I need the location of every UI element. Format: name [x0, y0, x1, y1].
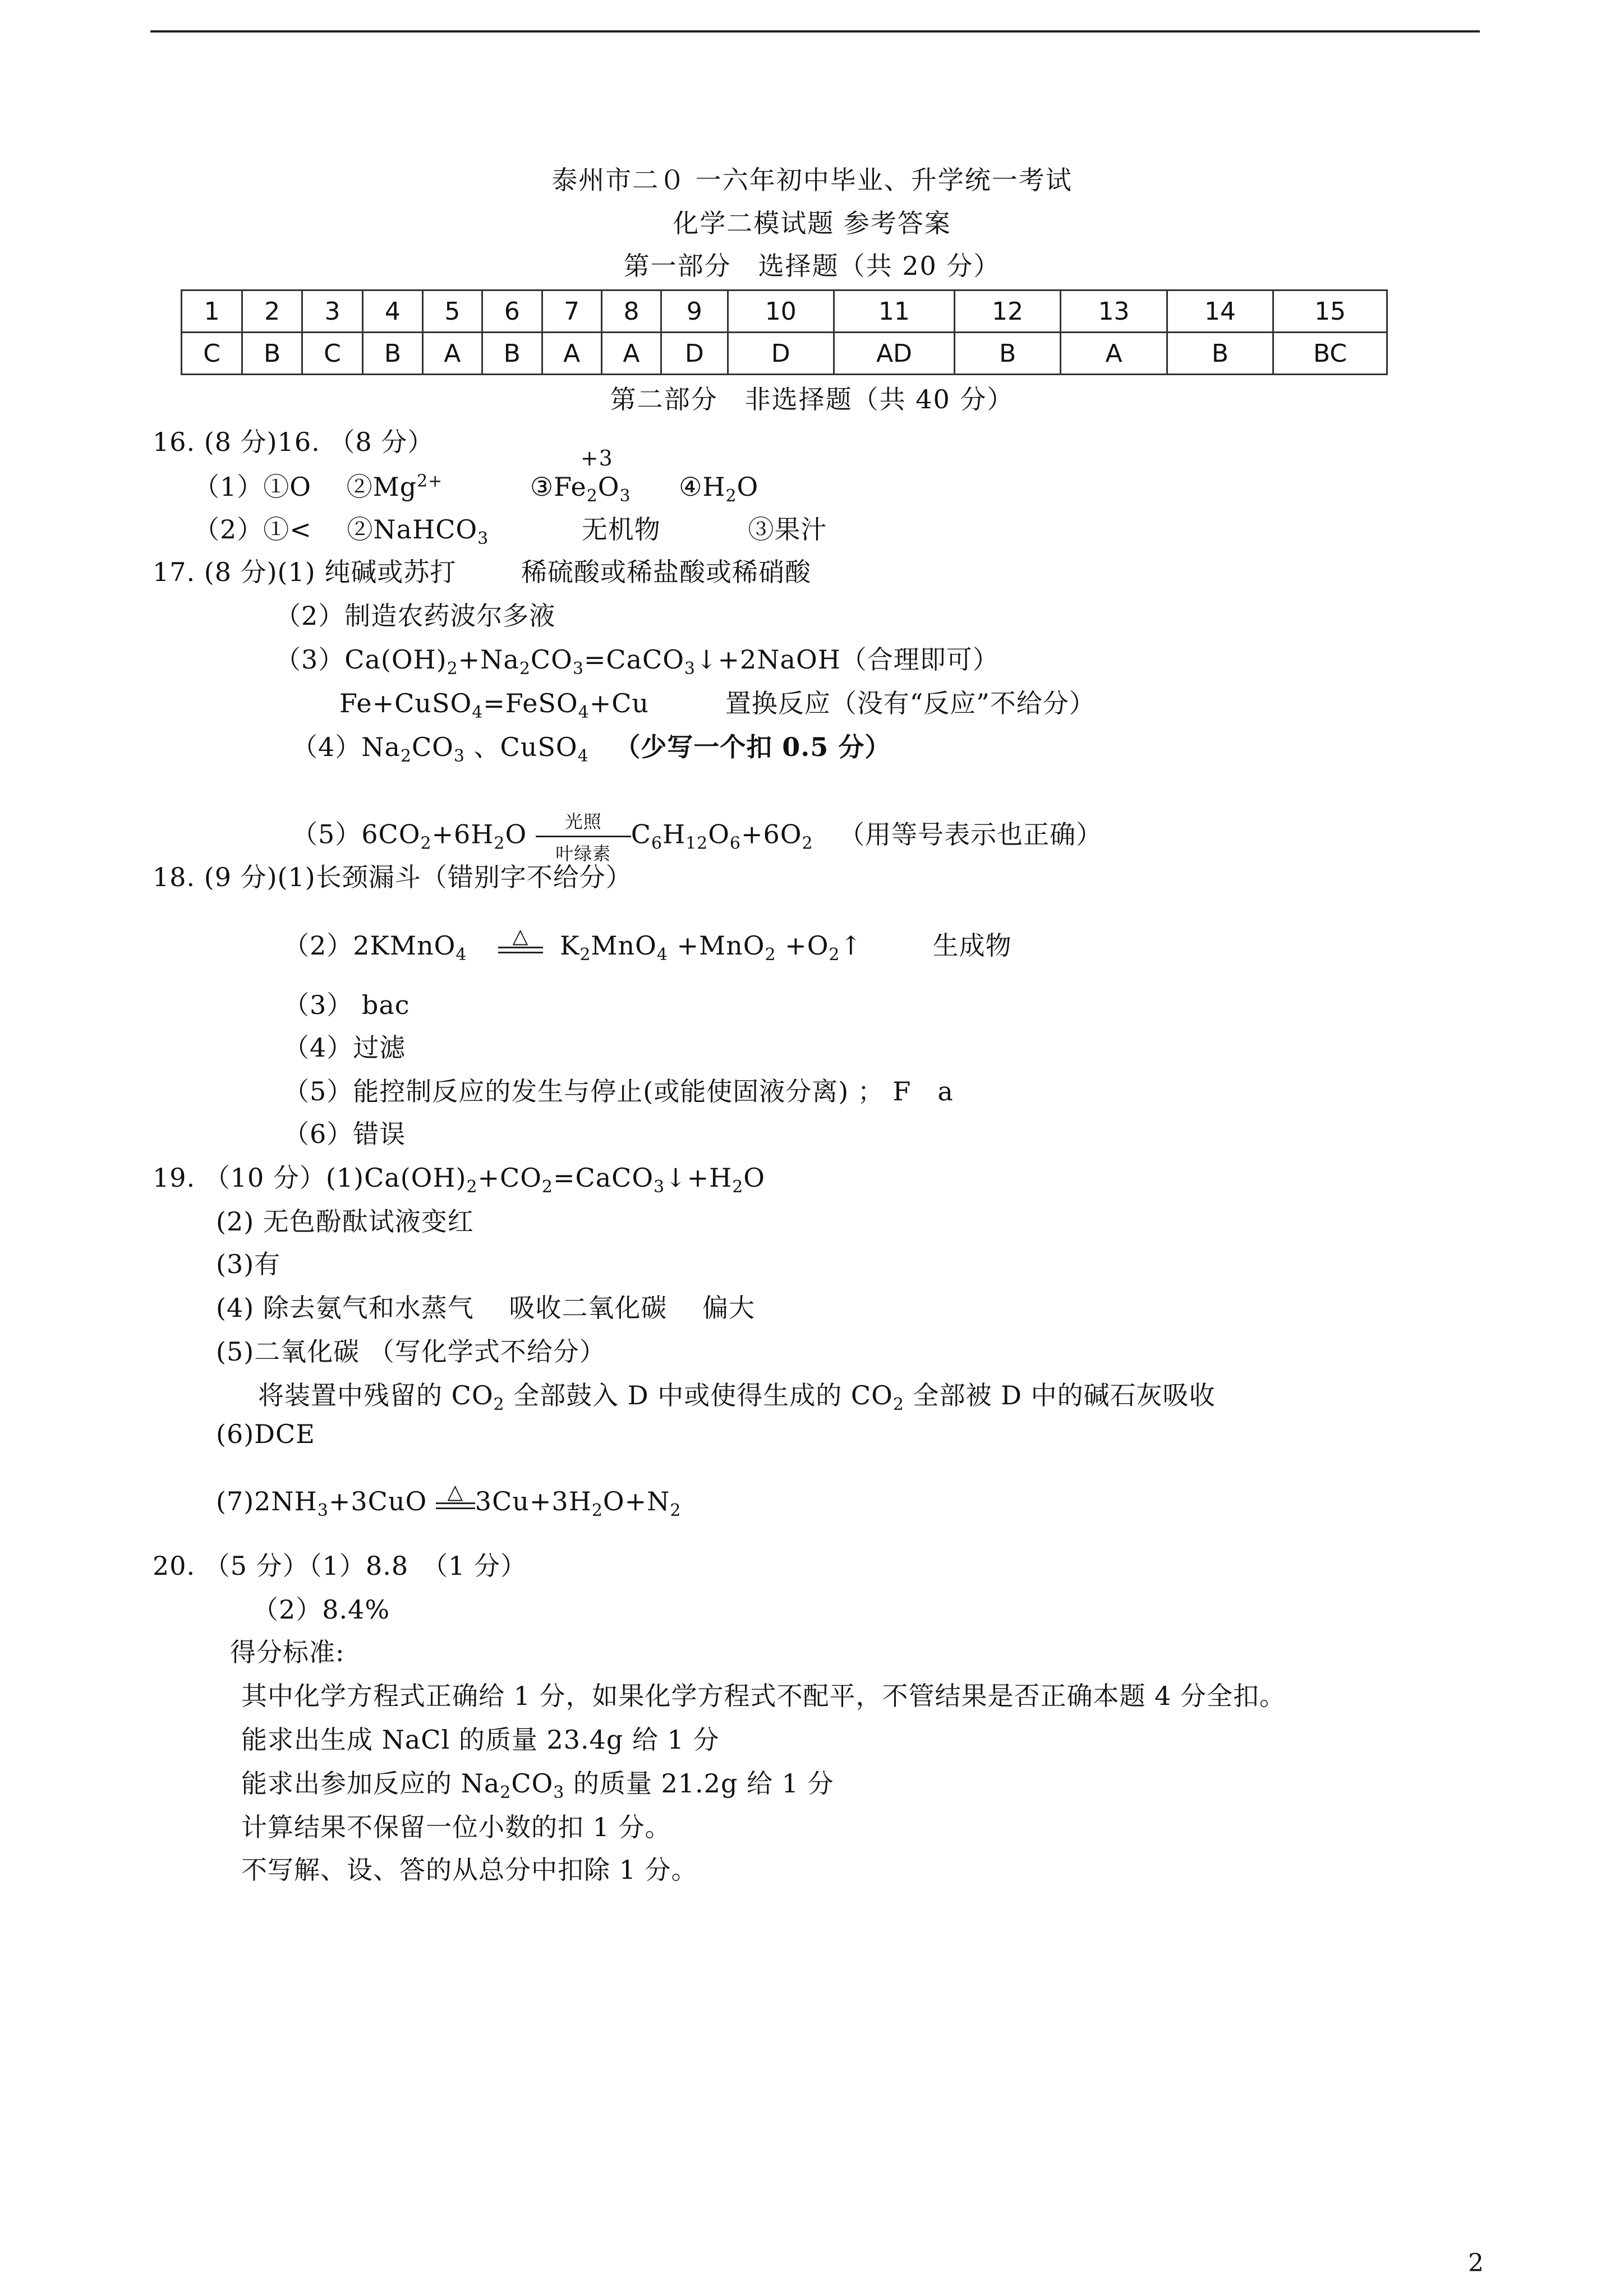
answer-table — [181, 289, 1388, 375]
q16-part-c — [679, 472, 759, 506]
subscript: 6 — [651, 833, 663, 854]
q17-line-2: （2）制造农药波尔多液 — [275, 601, 556, 631]
table-cell: 14 — [1167, 291, 1273, 333]
q20-heading: 20. （5 分）（1）8.8 （1 分） — [153, 1551, 527, 1581]
table-cell: 13 — [1061, 291, 1167, 333]
scoring-rule-4: 计算结果不保留一位小数的扣 1 分。 — [241, 1812, 671, 1842]
scoring-rule-2: 能求出生成 NaCl 的质量 23.4g 给 1 分 — [241, 1725, 720, 1755]
formula-text: ④H — [679, 472, 726, 502]
q19-line-8 — [216, 1481, 682, 1521]
subscript: 2 — [447, 659, 458, 679]
q17-line-3 — [275, 639, 999, 679]
scoring-rule-3 — [241, 1763, 834, 1803]
top-rule — [150, 30, 1480, 33]
formula-text: Fe+CuSO — [339, 688, 472, 718]
table-cell: 1 — [182, 291, 242, 333]
heating-condition-sign — [498, 926, 543, 953]
subscript: 2 — [586, 486, 598, 506]
q19-heading — [153, 1158, 765, 1195]
table-cell: B — [363, 333, 423, 375]
answer-text: 17. (8 分)(1) 纯碱或苏打 — [153, 557, 457, 587]
table-cell: C — [182, 333, 242, 375]
condition-bottom-label: 叶绿素 — [555, 843, 611, 864]
formula-text: MnO — [591, 930, 657, 961]
formula-text: C — [631, 819, 651, 850]
table-cell: D — [728, 333, 834, 375]
subscript: 2 — [765, 945, 776, 965]
q18-line-3: （3） bac — [283, 990, 410, 1020]
q19-line-6 — [258, 1375, 1216, 1415]
subscript: 6 — [729, 833, 741, 854]
subscript: 3 — [684, 659, 696, 679]
subscript: 2 — [725, 486, 737, 506]
q18-heading: 18. (9 分)(1)长颈漏斗（错别字不给分） — [153, 862, 632, 892]
table-cell: AD — [834, 333, 954, 375]
answer-text: ③果汁 — [748, 514, 827, 545]
table-cell: 8 — [601, 291, 661, 333]
q18-line-5: （5）能控制反应的发生与停止(或能使固液分离) ； F a — [283, 1076, 954, 1106]
formula-text: 3Cu+3H — [475, 1486, 592, 1516]
formula-text: 将装置中残留的 CO — [258, 1380, 494, 1410]
formula-text: （5）6CO — [292, 819, 421, 850]
subscript: 4 — [472, 703, 484, 723]
subscript: 2 — [519, 659, 531, 679]
formula-text: +Cu — [589, 688, 650, 718]
subscript: 2 — [400, 746, 412, 767]
formula-text: 19. （10 分）(1)Ca(OH) — [153, 1163, 467, 1193]
formula-text: H — [663, 819, 686, 850]
formula-text: O — [737, 472, 759, 502]
table-cell: A — [1061, 333, 1167, 375]
formula-text: （2）2KMnO — [283, 930, 456, 961]
subscript: 2 — [541, 1177, 553, 1197]
subscript: 2 — [493, 1395, 505, 1415]
formula-text: （2）①< ②NaHCO — [194, 514, 478, 545]
subscript: 2 — [802, 833, 813, 854]
subscript: 3 — [619, 486, 631, 506]
formula-text: +O — [776, 930, 829, 961]
table-cell: 6 — [482, 291, 542, 333]
table-cell: B — [482, 333, 542, 375]
formula-text: (7)2NH — [216, 1486, 318, 1516]
formula-text: O — [597, 472, 620, 502]
table-cell: B — [1167, 333, 1273, 375]
table-cell: 7 — [542, 291, 601, 333]
formula-text: 全部被 D 中的碱石灰吸收 — [904, 1380, 1216, 1410]
formula-text: =FeSO — [483, 688, 578, 718]
formula-text: CO — [411, 732, 454, 762]
formula-text: O — [708, 819, 730, 850]
q19-line-5: (5)二氧化碳 （写化学式不给分） — [216, 1336, 606, 1367]
formula-text: ③Fe — [530, 472, 587, 502]
subscript: 3 — [572, 659, 584, 679]
answer-table-answer-row — [182, 333, 1387, 375]
formula-text: ↑ — [840, 930, 862, 961]
formula-text: +6H — [431, 819, 494, 850]
subscript: 4 — [456, 945, 467, 965]
q18-line-2 — [283, 925, 1012, 965]
title-line-1: 泰州市二０ 一六年初中毕业、升学统一考试 — [551, 165, 1073, 195]
formula-text: （3）Ca(OH) — [275, 644, 447, 675]
subscript: 3 — [654, 1177, 665, 1197]
subscript: 12 — [686, 833, 709, 854]
formula-text: O — [505, 819, 527, 850]
subscript: 2 — [494, 833, 505, 854]
table-cell: 11 — [834, 291, 954, 333]
subscript: 2 — [591, 1501, 603, 1521]
answer-text: 稀硫酸或稀盐酸或稀硝酸 — [521, 557, 811, 587]
q17-line-5 — [292, 727, 891, 767]
table-cell: 5 — [422, 291, 482, 333]
formula-text: O+N — [602, 1486, 670, 1516]
subscript: 2 — [732, 1177, 744, 1197]
q16-line-1 — [194, 446, 759, 506]
formula-text: +MnO — [668, 930, 765, 961]
table-cell: B — [954, 333, 1060, 375]
subscript: 2 — [500, 1783, 512, 1803]
superscript: 2+ — [417, 471, 443, 491]
q18-line-4: （4）过滤 — [283, 1032, 406, 1063]
formula-text: +CO — [477, 1163, 542, 1193]
title-line-2: 化学二模试题 参考答案 — [673, 208, 951, 238]
scoring-rule-5: 不写解、设、答的从总分中扣除 1 分。 — [241, 1855, 698, 1885]
q16-part-a: （1）①O ②Mg — [194, 472, 417, 502]
subscript: 2 — [466, 1177, 478, 1197]
table-cell: A — [542, 333, 601, 375]
formula-text: 的质量 21.2g 给 1 分 — [564, 1768, 834, 1799]
table-cell: D — [661, 333, 728, 375]
answer-text: （用等号表示也正确） — [839, 819, 1103, 850]
q17-heading — [153, 552, 811, 589]
table-cell: 9 — [661, 291, 728, 333]
formula-text: 、CuSO — [464, 732, 578, 762]
q16-heading: 16. (8 分)16. （8 分） — [153, 427, 434, 457]
table-cell: C — [302, 333, 362, 375]
subscript: 4 — [578, 703, 590, 723]
q17-line-4 — [339, 683, 1096, 723]
condition-top-label: 光照 — [564, 811, 602, 832]
table-cell: B — [242, 333, 302, 375]
formula-text: +6O — [740, 819, 802, 850]
answer-text: 置换反应（没有“反应”不给分） — [725, 688, 1096, 718]
q20-line-2: （2）8.4% — [252, 1594, 390, 1625]
subscript: 2 — [420, 833, 432, 854]
formula-text: O — [743, 1163, 766, 1193]
table-cell: 4 — [363, 291, 423, 333]
scoring-rule-1: 其中化学方程式正确给 1 分，如果化学方程式不配平，不管结果是否正确本题 4 分全扣。 — [241, 1681, 1286, 1711]
formula-text: =CaCO — [553, 1163, 654, 1193]
q16-part-b — [530, 446, 631, 506]
formula-text: CO — [511, 1768, 554, 1799]
part1-heading: 第一部分 选择题（共 20 分） — [623, 251, 1001, 281]
triangle-icon: △ — [512, 925, 529, 948]
page-number: 2 — [1468, 2249, 1484, 2277]
table-cell: 15 — [1273, 291, 1387, 333]
formula-text: 全部鼓入 D 中或使得生成的 CO — [504, 1380, 893, 1410]
formula-text: CO — [530, 644, 573, 675]
q19-line-3: (3)有 — [216, 1249, 281, 1279]
formula-text: （4）Na — [292, 732, 401, 762]
formula-text: =CaCO — [583, 644, 684, 675]
scoring-standard-heading: 得分标准: — [230, 1637, 345, 1667]
q19-line-2: (2) 无色酚酞试液变红 — [216, 1206, 474, 1237]
formula-text: ↓+H — [665, 1163, 733, 1193]
table-cell: 12 — [954, 291, 1060, 333]
formula-text: +3CuO — [328, 1486, 427, 1516]
table-cell: A — [601, 333, 661, 375]
subscript: 3 — [477, 529, 489, 549]
formula-text: K — [560, 930, 580, 961]
subscript: 2 — [670, 1501, 682, 1521]
subscript: 3 — [553, 1783, 565, 1803]
valence-label: +3 — [580, 446, 613, 471]
table-cell: BC — [1273, 333, 1387, 375]
part2-heading: 第二部分 非选择题（共 40 分） — [610, 384, 1014, 414]
arrow-line — [536, 836, 631, 837]
deduction-note: （少写一个扣 0.5 分） — [614, 732, 891, 762]
answer-text: 无机物 — [581, 514, 661, 545]
q18-line-6: （6）错误 — [283, 1119, 406, 1149]
q16-line-2 — [194, 509, 827, 549]
answer-table-number-row — [182, 291, 1387, 333]
q19-line-4: (4) 除去氨气和水蒸气 吸收二氧化碳 偏大 — [216, 1293, 756, 1323]
answer-text: 生成物 — [932, 930, 1012, 961]
subscript: 4 — [577, 746, 589, 767]
subscript: 3 — [317, 1501, 329, 1521]
subscript: 2 — [579, 945, 591, 965]
subscript: 2 — [829, 945, 840, 965]
formula-text: ↓+2NaOH（合理即可） — [695, 644, 999, 675]
q19-line-7: (6)DCE — [216, 1419, 315, 1449]
table-cell: 2 — [242, 291, 302, 333]
subscript: 4 — [656, 945, 668, 965]
table-cell: 10 — [728, 291, 834, 333]
table-cell: 3 — [302, 291, 362, 333]
subscript: 2 — [892, 1395, 904, 1415]
table-cell: A — [422, 333, 482, 375]
heating-condition-sign — [436, 1482, 475, 1509]
triangle-icon: △ — [447, 1481, 464, 1504]
formula-text: 能求出参加反应的 Na — [241, 1768, 500, 1799]
subscript: 3 — [453, 746, 465, 767]
formula-text: +Na — [458, 644, 519, 675]
